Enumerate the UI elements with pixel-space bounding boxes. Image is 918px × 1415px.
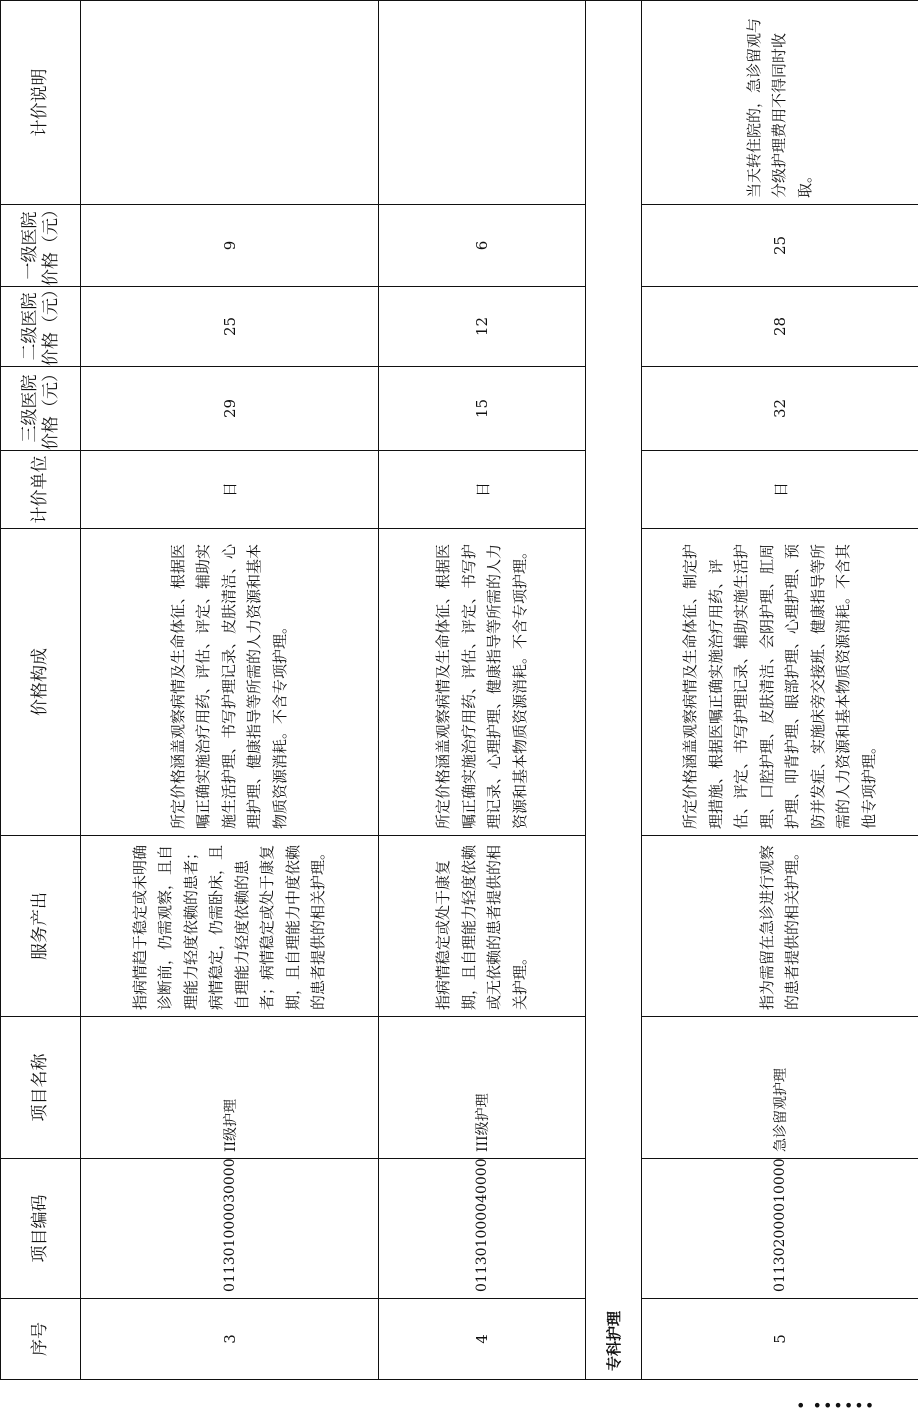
cell-price2: 28 bbox=[642, 287, 918, 367]
cell-name: II级护理 bbox=[81, 1017, 379, 1159]
header-composition: 价格构成 bbox=[1, 529, 81, 836]
cell-composition: 所定价格涵盖观察病情及生命体征、根据医嘱正确实施治疗用药、评估、评定、辅助实施生活护理、书写护理记录、皮肤清洁、心理护理、健康指导等所需的人力资源和基本物质资源消耗。不含专项护理。 bbox=[81, 529, 379, 836]
footer-dots: • •••••• bbox=[796, 1396, 876, 1415]
cell-price3: 15 bbox=[379, 367, 586, 451]
header-row bbox=[1, 0, 81, 1380]
header-name: 项目名称 bbox=[1, 1017, 81, 1159]
table-row bbox=[81, 0, 379, 1380]
header-seq: 序号 bbox=[1, 1299, 81, 1380]
cell-self-pay bbox=[642, 0, 918, 1]
category-row bbox=[586, 0, 642, 1380]
header-price3: 三级医院价格（元） bbox=[1, 367, 81, 451]
cell-service: 指病情稳定或处于康复期，且自理能力轻度依赖或无依赖的患者提供的相关护理。 bbox=[379, 836, 586, 1017]
cell-price1: 6 bbox=[379, 205, 586, 287]
cell-note: 当天转住院的，急诊留观与分级护理费用不得同时收取。 bbox=[642, 1, 918, 205]
cell-composition: 所定价格涵盖观察病情及生命体征、制定护理措施、根据医嘱正确实施治疗用药、评估、评定、书写护理记录、辅助实施生活护理、口腔护理、皮肤清洁、会阴护理、肛周护理、叩背护理、眼部护理、心理护理、预防并发症、实施床旁交接班、健康指导等所需的人力资源和基本物质资源消耗。不含其他专项护理。 bbox=[642, 529, 918, 836]
header-price2: 二级医院价格（元） bbox=[1, 287, 81, 367]
cell-code: 011301000040000 bbox=[379, 1159, 586, 1299]
header-self-pay bbox=[1, 0, 81, 1]
cell-price1: 25 bbox=[642, 205, 918, 287]
header-unit: 计价单位 bbox=[1, 451, 81, 529]
cell-price3: 32 bbox=[642, 367, 918, 451]
table-row bbox=[642, 0, 918, 1380]
cell-self-pay bbox=[379, 0, 586, 1]
cell-service: 指为需留在急诊进行观察的患者提供的相关护理。 bbox=[642, 836, 918, 1017]
cell-seq: 5 bbox=[642, 1299, 918, 1380]
cell-price1: 9 bbox=[81, 205, 379, 287]
table-row bbox=[379, 0, 586, 1380]
cell-name: 急诊留观护理 bbox=[642, 1017, 918, 1159]
cell-service: 指病情趋于稳定或未明确诊断前，仍需观察，且自理能力轻度依赖的患者；病情稳定，仍需卧床，且自理能力轻度依赖的患者；病情稳定或处于康复期，且自理能力中度依赖的患者提供的相关护理。 bbox=[81, 836, 379, 1017]
header-price1: 一级医院价格（元） bbox=[1, 205, 81, 287]
cell-self-pay bbox=[81, 0, 379, 1]
category-blank bbox=[586, 1, 642, 1159]
cell-note bbox=[379, 1, 586, 205]
cell-seq: 4 bbox=[379, 1299, 586, 1380]
cell-price2: 12 bbox=[379, 287, 586, 367]
cell-composition: 所定价格涵盖观察病情及生命体征、根据医嘱正确实施治疗用药、评估、评定、书写护理记录、心理护理、健康指导等所需的人力资源和基本物质资源消耗。不含专项护理。 bbox=[379, 529, 586, 836]
cell-price3: 29 bbox=[81, 367, 379, 451]
cell-seq: 3 bbox=[81, 1299, 379, 1380]
cell-code: 011301000030000 bbox=[81, 1159, 379, 1299]
header-note: 计价说明 bbox=[1, 1, 81, 205]
cell-unit: 日 bbox=[81, 451, 379, 529]
category-end-cell bbox=[586, 0, 642, 1]
cell-name: III级护理 bbox=[379, 1017, 586, 1159]
header-service: 服务产出 bbox=[1, 836, 81, 1017]
rotated-table-sheet bbox=[0, 2, 918, 1380]
cell-unit: 日 bbox=[379, 451, 586, 529]
cell-note bbox=[81, 1, 379, 205]
cell-price2: 25 bbox=[81, 287, 379, 367]
header-code: 项目编码 bbox=[1, 1159, 81, 1299]
cell-unit: 日 bbox=[642, 451, 918, 529]
category-label: 专科护理 bbox=[586, 1159, 642, 1380]
cell-code: 011302000010000 bbox=[642, 1159, 918, 1299]
